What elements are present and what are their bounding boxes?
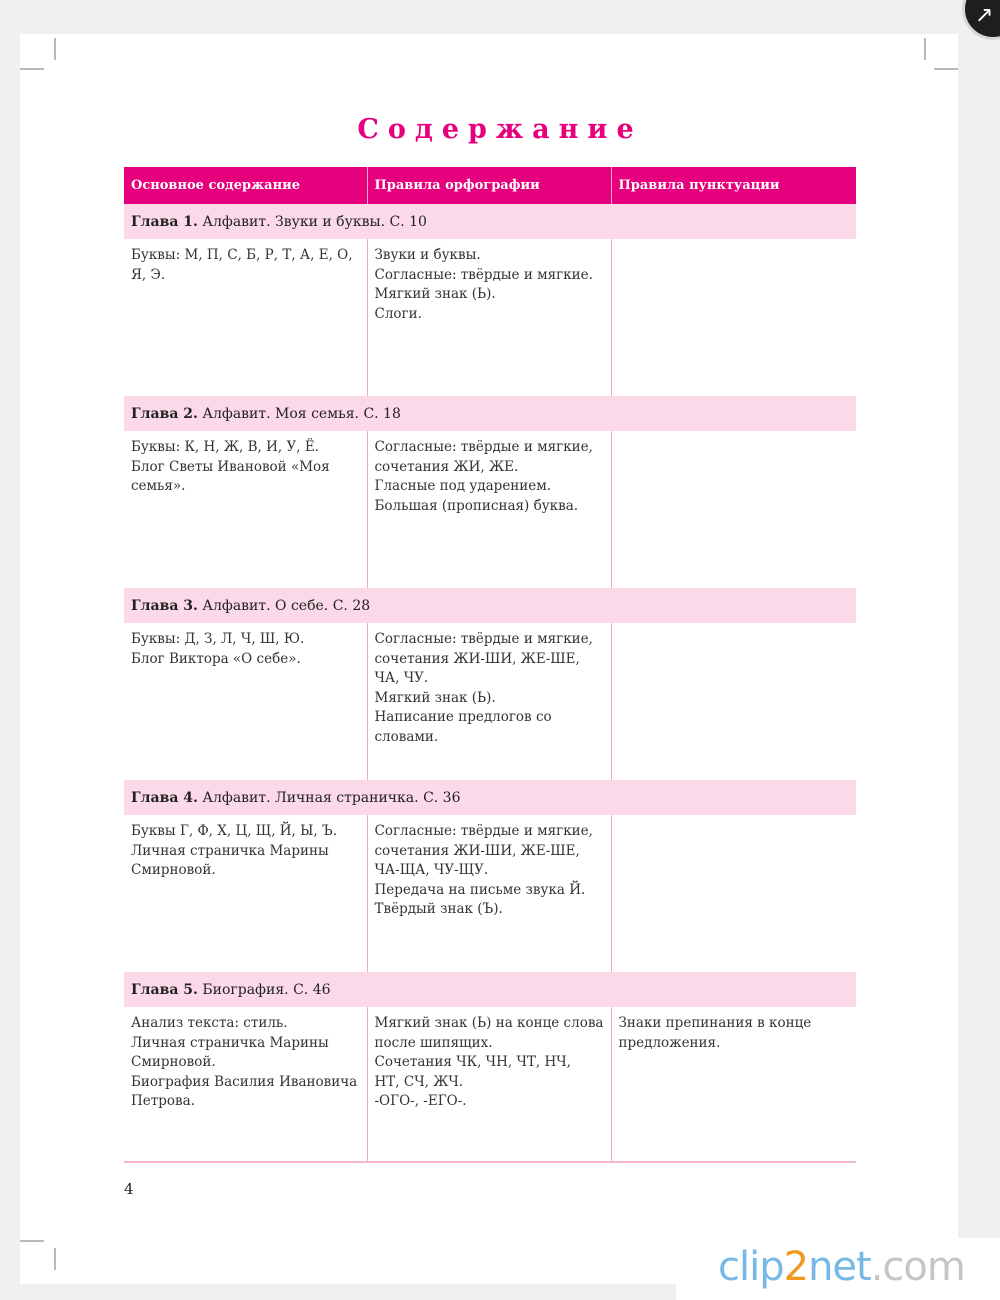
main-content-cell [124, 815, 367, 972]
cell-text-line: сочетания ЖИ-ШИ, ЖЕ-ШЕ, [374, 650, 580, 667]
page-title: Содержание [357, 114, 643, 145]
chapter-content-row [124, 623, 856, 780]
column-header-spelling: Правила орфографии [367, 167, 611, 204]
chapter-heading [124, 588, 856, 623]
spelling-rules-cell [367, 431, 611, 588]
cell-text-line: Согласные: твёрдые и мягкие. [374, 266, 593, 283]
cell-text-line: Знаки препинания в конце [618, 1015, 812, 1031]
chapter-heading-row [124, 396, 856, 431]
chapter-title: Алфавит. Моя семья. [202, 405, 359, 422]
spelling-rules-cell [367, 1007, 611, 1163]
crop-mark [924, 38, 926, 60]
chapter-heading [124, 972, 856, 1007]
cell-text-line: Мягкий знак (Ь) на конце слова [374, 1015, 604, 1031]
main-content-cell [124, 239, 367, 396]
chapter-page: С. 36 [423, 789, 461, 806]
cell-text-line: Буквы: Д, З, Л, Ч, Ш, Ю. [131, 631, 305, 647]
crop-mark [934, 68, 958, 70]
punctuation-rules-cell [611, 239, 856, 396]
cell-text-line: Звуки и буквы. [374, 247, 481, 263]
chapter-heading-row [124, 780, 856, 815]
chapter-title: Биография. [202, 981, 289, 998]
cell-text-line: Блог Виктора «О себе». [131, 650, 301, 667]
chapter-label: Глава 4. [131, 789, 198, 806]
cell-text-line: сочетания ЖИ-ШИ, ЖЕ-ШЕ, [374, 842, 580, 859]
punctuation-rules-cell [611, 431, 856, 588]
cell-text-line: Смирновой. [131, 862, 216, 878]
chapter-label: Глава 2. [131, 405, 198, 422]
cell-text-line: Сочетания ЧК, ЧН, ЧТ, НЧ, [374, 1054, 571, 1070]
zoom-icon[interactable]: ↗ [962, 0, 1000, 40]
cell-text-line: Написание предлогов со [374, 709, 552, 725]
cell-text-line: Блог Светы Ивановой «Моя [131, 458, 330, 475]
chapter-title: Алфавит. О себе. [202, 597, 329, 614]
punctuation-rules-cell [611, 623, 856, 780]
cell-text-line: НТ, СЧ, ЖЧ. [374, 1073, 464, 1090]
crop-mark [54, 38, 56, 60]
chapter-title: Алфавит. Звуки и буквы. [202, 213, 386, 230]
column-header-main: Основное содержание [124, 167, 367, 204]
chapter-heading-row [124, 204, 856, 239]
chapter-title: Алфавит. Личная страничка. [202, 789, 419, 806]
cell-text-line: Анализ текста: стиль. [131, 1015, 288, 1031]
crop-mark [20, 68, 44, 70]
cell-text-line: Согласные: твёрдые и мягкие, [374, 439, 593, 455]
cell-text-line: Мягкий знак (Ь). [374, 286, 496, 302]
chapter-content-row [124, 1007, 856, 1163]
watermark-text: clip [718, 1244, 784, 1290]
chapter-label: Глава 3. [131, 597, 198, 614]
page-number: 4 [124, 1180, 134, 1198]
chapter-label: Глава 1. [131, 213, 198, 230]
cell-text-line: Личная страничка Марины [131, 1034, 329, 1051]
table-header-row [124, 167, 856, 204]
chapter-content-row [124, 239, 856, 396]
cell-text-line: Согласные: твёрдые и мягкие, [374, 631, 593, 647]
chapter-page: С. 18 [363, 405, 401, 422]
cell-text-line: ЧА, ЧУ. [374, 670, 429, 686]
cell-text-line: -ОГО-, -ЕГО-. [374, 1093, 467, 1109]
cell-text-line: ЧА-ЩА, ЧУ-ЩУ. [374, 862, 489, 878]
spelling-rules-cell [367, 815, 611, 972]
cell-text-line: Твёрдый знак (Ъ). [374, 901, 503, 917]
cell-text-line: после шипящих. [374, 1034, 493, 1051]
cell-text-line: Буквы Г, Ф, Х, Ц, Щ, Й, Ы, Ъ. [131, 823, 338, 839]
watermark-domain: .com [870, 1244, 965, 1290]
chapter-page: С. 46 [293, 981, 331, 998]
watermark-digit: 2 [783, 1244, 809, 1290]
cell-text-line: Буквы: М, П, С, Б, Р, Т, А, Е, О, [131, 247, 353, 263]
cell-text-line: Передача на письме звука Й. [374, 881, 586, 898]
main-content-cell [124, 431, 367, 588]
cell-text-line: Биография Василия Ивановича [131, 1073, 358, 1090]
chapter-label: Глава 5. [131, 981, 198, 998]
cell-text-line: Гласные под ударением. [374, 478, 552, 494]
chapter-heading-row [124, 972, 856, 1007]
crop-mark [20, 1240, 44, 1242]
cell-text-line: сочетания ЖИ, ЖЕ. [374, 458, 519, 475]
punctuation-rules-cell [611, 815, 856, 972]
cell-text-line: Большая (прописная) буква. [374, 497, 579, 514]
main-content-cell [124, 1007, 367, 1163]
punctuation-rules-cell [611, 1007, 856, 1163]
crop-mark [54, 1248, 56, 1270]
contents-table [124, 167, 856, 1163]
chapter-content-row [124, 815, 856, 972]
cell-text-line: Мягкий знак (Ь). [374, 689, 496, 706]
cell-text-line: Согласные: твёрдые и мягкие, [374, 823, 593, 839]
cell-text-line: словами. [374, 728, 439, 745]
cell-text-line: семья». [131, 478, 186, 494]
bottom-rule [124, 1161, 856, 1163]
spelling-rules-cell [367, 623, 611, 780]
chapter-heading [124, 396, 856, 431]
cell-text-line: Смирновой. [131, 1054, 216, 1070]
chapter-heading [124, 780, 856, 815]
chapter-heading-row [124, 588, 856, 623]
watermark-logo [676, 1238, 1000, 1300]
cell-text-line: предложения. [618, 1034, 721, 1051]
spelling-rules-cell [367, 239, 611, 396]
cell-text-line: Петрова. [131, 1093, 195, 1109]
watermark-text: net [808, 1244, 871, 1290]
main-content-cell [124, 623, 367, 780]
cell-text-line: Слоги. [374, 305, 422, 322]
cell-text-line: Я, Э. [131, 266, 166, 283]
chapter-heading [124, 204, 856, 239]
cell-text-line: Личная страничка Марины [131, 842, 329, 859]
cell-text-line: Буквы: К, Н, Ж, В, И, У, Ё. [131, 439, 319, 455]
column-header-punctuation: Правила пунктуации [611, 167, 856, 204]
chapter-page: С. 10 [389, 213, 427, 230]
chapter-content-row [124, 431, 856, 588]
chapter-page: С. 28 [332, 597, 371, 614]
